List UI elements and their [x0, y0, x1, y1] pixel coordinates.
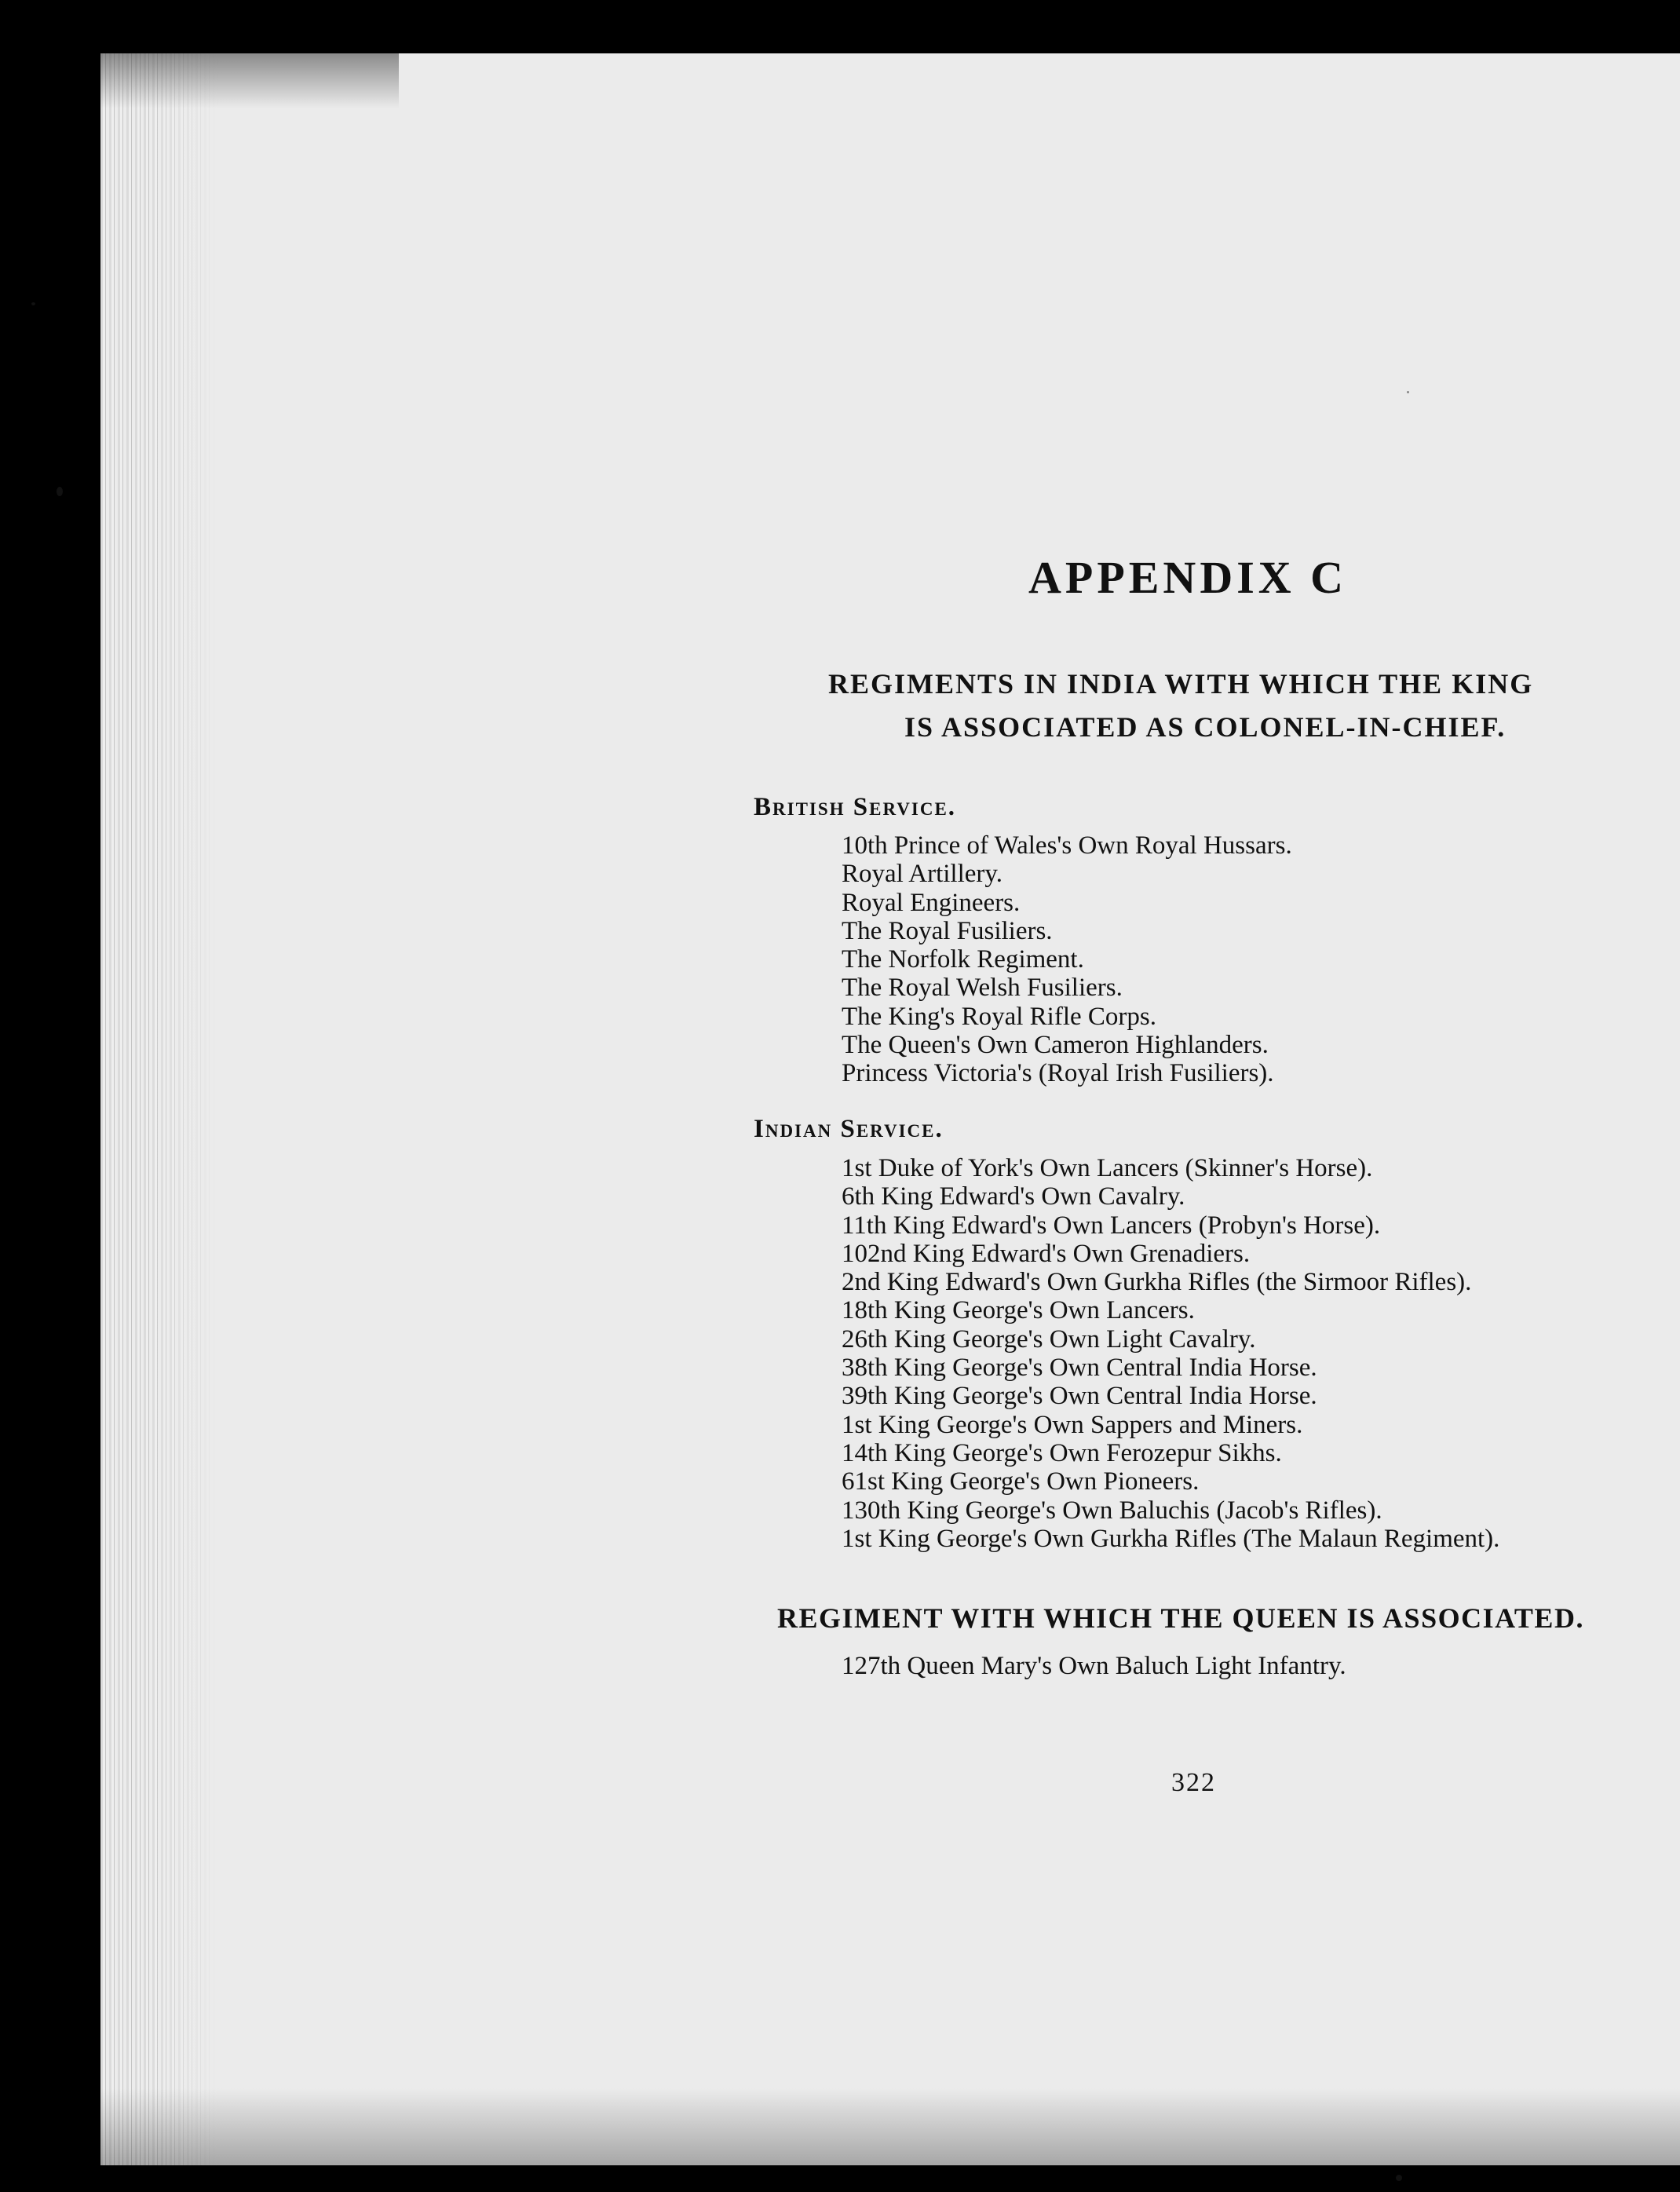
book-page	[100, 53, 1680, 2165]
british-service-heading: British Service.	[754, 793, 957, 821]
queen-section-heading: REGIMENT WITH WHICH THE QUEEN IS ASSOCIATED.	[777, 1602, 1584, 1634]
indian-service-heading: Indian Service.	[754, 1115, 944, 1143]
list-item: 26th King George's Own Light Cavalry.	[842, 1324, 1256, 1354]
list-item: 1st King George's Own Sappers and Miners.	[842, 1410, 1303, 1439]
list-item: The Royal Fusiliers.	[842, 916, 1053, 945]
list-item: 10th Prince of Wales's Own Royal Hussars.	[842, 831, 1292, 860]
list-item: 14th King George's Own Ferozepur Sikhs.	[842, 1438, 1282, 1467]
list-item: 18th King George's Own Lancers.	[842, 1296, 1195, 1325]
scan-speck	[1407, 391, 1409, 393]
list-item: 6th King Edward's Own Cavalry.	[842, 1182, 1185, 1211]
page-number: 322	[1171, 1768, 1216, 1797]
list-item: The Royal Welsh Fusiliers.	[842, 974, 1123, 1003]
list-item: The Norfolk Regiment.	[842, 945, 1084, 974]
list-item: The King's Royal Rifle Corps.	[842, 1002, 1156, 1031]
scan-speck	[1396, 2175, 1402, 2181]
list-item: 2nd King Edward's Own Gurkha Rifles (the Sirmoor Rifles).	[842, 1268, 1472, 1297]
list-item: The Queen's Own Cameron Highlanders.	[842, 1031, 1269, 1060]
scan-speck	[57, 487, 63, 496]
list-item: Royal Engineers.	[842, 888, 1021, 917]
list-item: Royal Artillery.	[842, 860, 1003, 889]
page-edges-fade	[100, 53, 218, 2165]
list-item: 11th King Edward's Own Lancers (Probyn's Horse).	[842, 1211, 1381, 1240]
queen-regiment: 127th Queen Mary's Own Baluch Light Infantry.	[842, 1652, 1346, 1680]
list-item: 1st Duke of York's Own Lancers (Skinner's Horse).	[842, 1154, 1373, 1182]
king-heading-line-1: REGIMENTS IN INDIA WITH WHICH THE KING	[828, 668, 1534, 700]
bottom-shadow	[100, 2088, 1680, 2165]
indian-regiment-list	[842, 1154, 1499, 1553]
scan-speck	[31, 302, 35, 305]
binding-shadow	[100, 53, 399, 108]
list-item: 39th King George's Own Central India Horse.	[842, 1382, 1317, 1411]
british-regiment-list	[842, 831, 1292, 1088]
list-item: 102nd King Edward's Own Grenadiers.	[842, 1239, 1251, 1268]
list-item: 1st King George's Own Gurkha Rifles (The Malaun Regiment).	[842, 1524, 1500, 1553]
appendix-title: APPENDIX C	[1028, 552, 1348, 603]
list-item: 61st King George's Own Pioneers.	[842, 1467, 1200, 1496]
king-heading-line-2: IS ASSOCIATED AS COLONEL-IN-CHIEF.	[904, 711, 1507, 743]
list-item: Princess Victoria's (Royal Irish Fusiliers).	[842, 1059, 1274, 1088]
list-item: 130th King George's Own Baluchis (Jacob's Rifles).	[842, 1496, 1382, 1525]
list-item: 38th King George's Own Central India Horse.	[842, 1354, 1317, 1383]
